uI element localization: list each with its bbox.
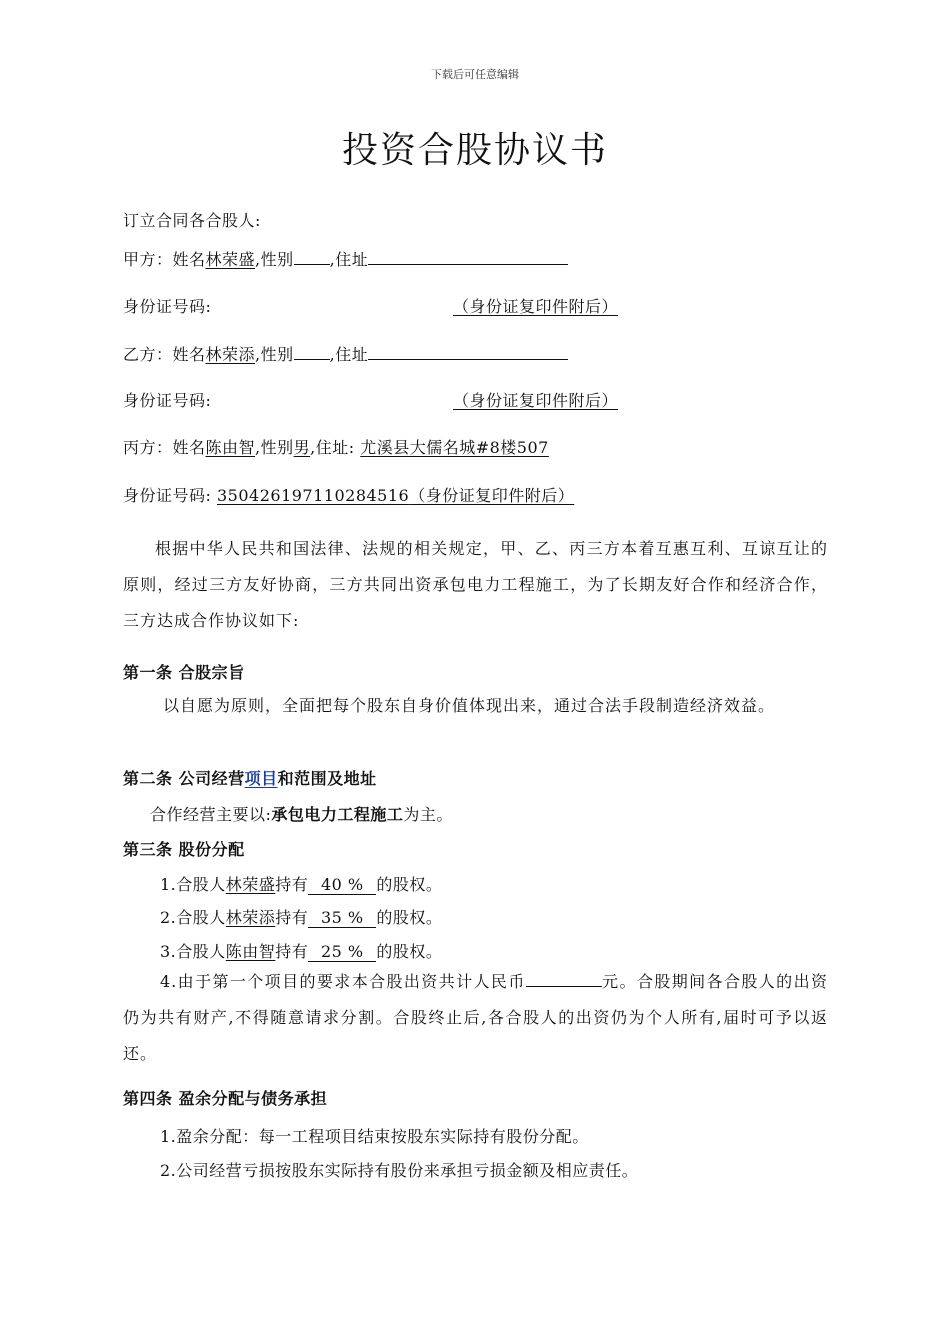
- party-b-address-blank: [368, 343, 568, 360]
- share-item: [160, 872, 442, 895]
- party-c-id-line: [123, 483, 574, 506]
- party-a-gender-blank: [294, 248, 330, 265]
- document-title: 投资合股协议书: [341, 130, 608, 171]
- party-a-gender-label: ,性别: [255, 250, 294, 269]
- share-item-percent: 35 %: [308, 908, 376, 928]
- party-a-id-label: 身份证号码:: [123, 297, 212, 316]
- party-a-id-line: [123, 294, 618, 317]
- article-2-body-suffix: 为主。: [403, 805, 453, 824]
- party-b-id-note: （身份证复印件附后）: [453, 391, 619, 410]
- article-2-heading-prefix: 第二条 公司经营: [123, 769, 245, 788]
- share-item-prefix: 1.合股人: [160, 875, 226, 894]
- header-note: 下载后可任意编辑: [431, 68, 519, 81]
- item-4-text-b: 元。合股期间各合股人的出资仍为共有财产,不得随意请求分割。合股终止后,各合股人的出资仍为个人所有,届时可予以返还。: [123, 972, 828, 1063]
- party-c-address: 尤溪县大儒名城#8楼507: [360, 438, 549, 457]
- article-1-heading: 第一条 合股宗旨: [123, 663, 245, 682]
- preamble-paragraph: 根据中华人民共和国法律、法规的相关规定，甲、乙、丙三方本着互惠互利、互谅互让的原则，经过三方友好协商，三方共同出资承包电力工程施工，为了长期友好合作和经济合作，三方达成合作协议如下:: [123, 539, 828, 630]
- share-item-mid: 持有: [275, 942, 309, 961]
- party-b-id-label: 身份证号码:: [123, 391, 212, 410]
- party-a-name: 林荣盛: [205, 250, 256, 269]
- party-a-address-label: ,住址: [329, 250, 369, 269]
- party-b-gender-label: ,性别: [255, 345, 294, 364]
- share-item-prefix: 2.合股人: [160, 908, 226, 927]
- article-2-body-prefix: 合作经营主要以:: [150, 805, 272, 824]
- party-a-address-blank: [368, 248, 568, 265]
- share-item-name: 林荣添: [225, 908, 276, 927]
- article-3-heading: 第三条 股份分配: [123, 840, 245, 859]
- party-a-prefix: 甲方：姓名: [123, 250, 206, 269]
- share-item-suffix: 的股权。: [376, 942, 443, 961]
- party-a-id-value: [217, 297, 618, 316]
- share-item-mid: 持有: [275, 875, 309, 894]
- article-2-heading-suffix: 和范围及地址: [277, 769, 377, 788]
- party-a-id-note: （身份证复印件附后）: [453, 297, 619, 316]
- party-c-id-note: （身份证复印件附后）: [409, 486, 575, 505]
- party-c-prefix: 丙方：姓名: [123, 438, 206, 457]
- party-b-name: 林荣添: [205, 345, 256, 364]
- article-4-item: 2.公司经营亏损按股东实际持有股份来承担亏损金额及相应责任。: [160, 1161, 639, 1180]
- party-c-line: [123, 435, 549, 458]
- party-a-line: [123, 247, 568, 270]
- party-c-id-number: 350426197110284516: [216, 486, 410, 505]
- article-4-heading: 第四条 盈余分配与债务承担: [123, 1089, 328, 1108]
- share-item-prefix: 3.合股人: [160, 942, 226, 961]
- party-b-line: [123, 342, 568, 365]
- capital-amount-blank: [526, 970, 602, 987]
- article-2-heading: [123, 766, 377, 789]
- share-item: [160, 905, 442, 928]
- article-1-body: 以自愿为原则，全面把每个股东自身价值体现出来，通过合法手段制造经济效益。: [163, 696, 776, 715]
- article-2-body: [150, 802, 453, 825]
- share-item-suffix: 的股权。: [376, 908, 443, 927]
- article-2-body-bold: 承包电力工程施工: [271, 805, 404, 824]
- party-b-gender-blank: [294, 343, 330, 360]
- party-b-prefix: 乙方：姓名: [123, 345, 206, 364]
- party-c-id-label: 身份证号码:: [123, 486, 217, 505]
- party-b-address-label: ,住址: [329, 345, 369, 364]
- share-item-mid: 持有: [275, 908, 309, 927]
- party-c-name: 陈由智: [205, 438, 256, 457]
- party-c-id-value: [217, 486, 574, 505]
- party-c-address-label: ,住址:: [310, 438, 361, 457]
- party-b-id-value: [217, 391, 618, 410]
- party-c-gender-label: ,性别: [255, 438, 294, 457]
- share-item-suffix: 的股权。: [376, 875, 443, 894]
- item-4-text-a: 4.由于第一个项目的要求本合股出资共计人民币: [160, 972, 526, 991]
- share-item-percent: 25 %: [308, 942, 376, 962]
- project-link[interactable]: 项目: [244, 769, 278, 788]
- party-c-gender: 男: [293, 438, 311, 457]
- share-item-name: 林荣盛: [225, 875, 276, 894]
- party-b-id-line: [123, 388, 618, 411]
- share-item-percent: 40 %: [308, 875, 376, 895]
- intro-line: 订立合同各合股人:: [123, 211, 261, 230]
- article-4-item: 1.盈余分配：每一工程项目结束按股东实际持有股份分配。: [160, 1127, 589, 1146]
- share-item-name: 陈由智: [225, 942, 276, 961]
- article-3-item-4: [123, 964, 828, 1072]
- share-item: [160, 939, 442, 962]
